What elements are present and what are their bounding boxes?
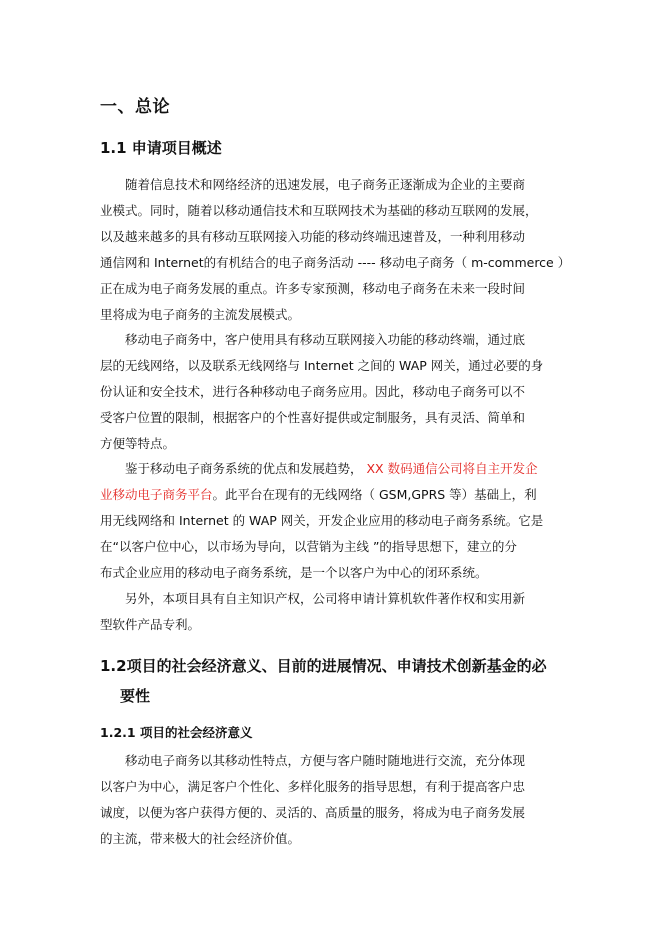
- heading-overview: 一、总论: [100, 97, 170, 117]
- text-line: 通信网和 Internet的有机结合的电子商务活动 ---- 移动电子商务（ m-commerce ）: [100, 255, 571, 270]
- title-line: 要性: [120, 687, 151, 705]
- text-line: 在“以客户位中心，以市场为导向，以营销为主线 ”的指导思想下，建立的分: [100, 539, 517, 554]
- text-span: 。此平台在现有的无线网络（ GSM,GPRS 等）基础上，利: [212, 487, 537, 502]
- text-line: [100, 482, 570, 508]
- text-span: 鉴于移动电子商务系统的优点和发展趋势，: [125, 461, 367, 476]
- text-line: 份认证和安全技术，进行各种移动电子商务应用。因此，移动电子商务可以不: [100, 384, 526, 399]
- text-line: 型软件产品专利。: [100, 617, 201, 632]
- section-1-1-paragraph-4: [100, 586, 570, 638]
- text-line: [100, 456, 570, 482]
- highlight-text: 业移动电子商务平台: [100, 487, 213, 502]
- text-line: 里将成为电子商务的主流发展模式。: [100, 307, 301, 322]
- text-line: 受客户位置的限制，根据客户的个性喜好提供或定制服务，具有灵活、简单和: [100, 410, 526, 425]
- section-1-1-paragraph-2: [100, 327, 570, 457]
- section-1-1-paragraph-3: [100, 456, 570, 586]
- section-1-1-paragraph-1: [100, 172, 570, 328]
- text-line: 诚度，以便为客户获得方便的、灵活的、高质量的服务，将成为电子商务发展: [100, 805, 526, 820]
- text-line: 布式企业应用的移动电子商务系统，是一个以客户为中心的闭环系统。: [100, 565, 488, 580]
- text-line: 层的无线网络，以及联系无线网络与 Internet 之间的 WAP 网关，通过必要的身: [100, 358, 544, 373]
- text-line: 随着信息技术和网络经济的迅速发展，电子商务正逐渐成为企业的主要商: [125, 177, 526, 192]
- section-1-2-title: [100, 651, 570, 711]
- text-line: 移动电子商务中，客户使用具有移动互联网接入功能的移动终端，通过底: [125, 332, 526, 347]
- highlight-text: XX 数码通信公司将自主开发企: [366, 461, 538, 476]
- text-line: 业模式。同时，随着以移动通信技术和互联网技术为基础的移动互联网的发展，: [100, 203, 538, 218]
- text-line: 以及越来越多的具有移动互联网接入功能的移动终端迅速普及，一种利用移动: [100, 229, 526, 244]
- section-1-2-1-paragraph-1: [100, 748, 570, 852]
- text-line: 的主流，带来极大的社会经济价值。: [100, 831, 301, 846]
- title-line: 1.2项目的社会经济意义、目前的进展情况、申请技术创新基金的必: [100, 657, 547, 675]
- text-line: 正在成为电子商务发展的重点。许多专家预测，移动电子商务在未来一段时间: [100, 281, 526, 296]
- text-line: 另外，本项目具有自主知识产权，公司将申请计算机软件著作权和实用新: [125, 591, 526, 606]
- section-1-2-1-title: 1.2.1 项目的社会经济意义: [100, 725, 253, 740]
- text-line: 用无线网络和 Internet 的 WAP 网关，开发企业应用的移动电子商务系统。它是: [100, 513, 544, 528]
- text-line: 移动电子商务以其移动性特点，方便与客户随时随地进行交流，充分体现: [125, 753, 526, 768]
- section-1-1-title: 1.1 申请项目概述: [100, 139, 222, 157]
- text-line: 以客户为中心，满足客户个性化、多样化服务的指导思想，有利于提高客户忠: [100, 779, 526, 794]
- text-line: 方便等特点。: [100, 436, 176, 451]
